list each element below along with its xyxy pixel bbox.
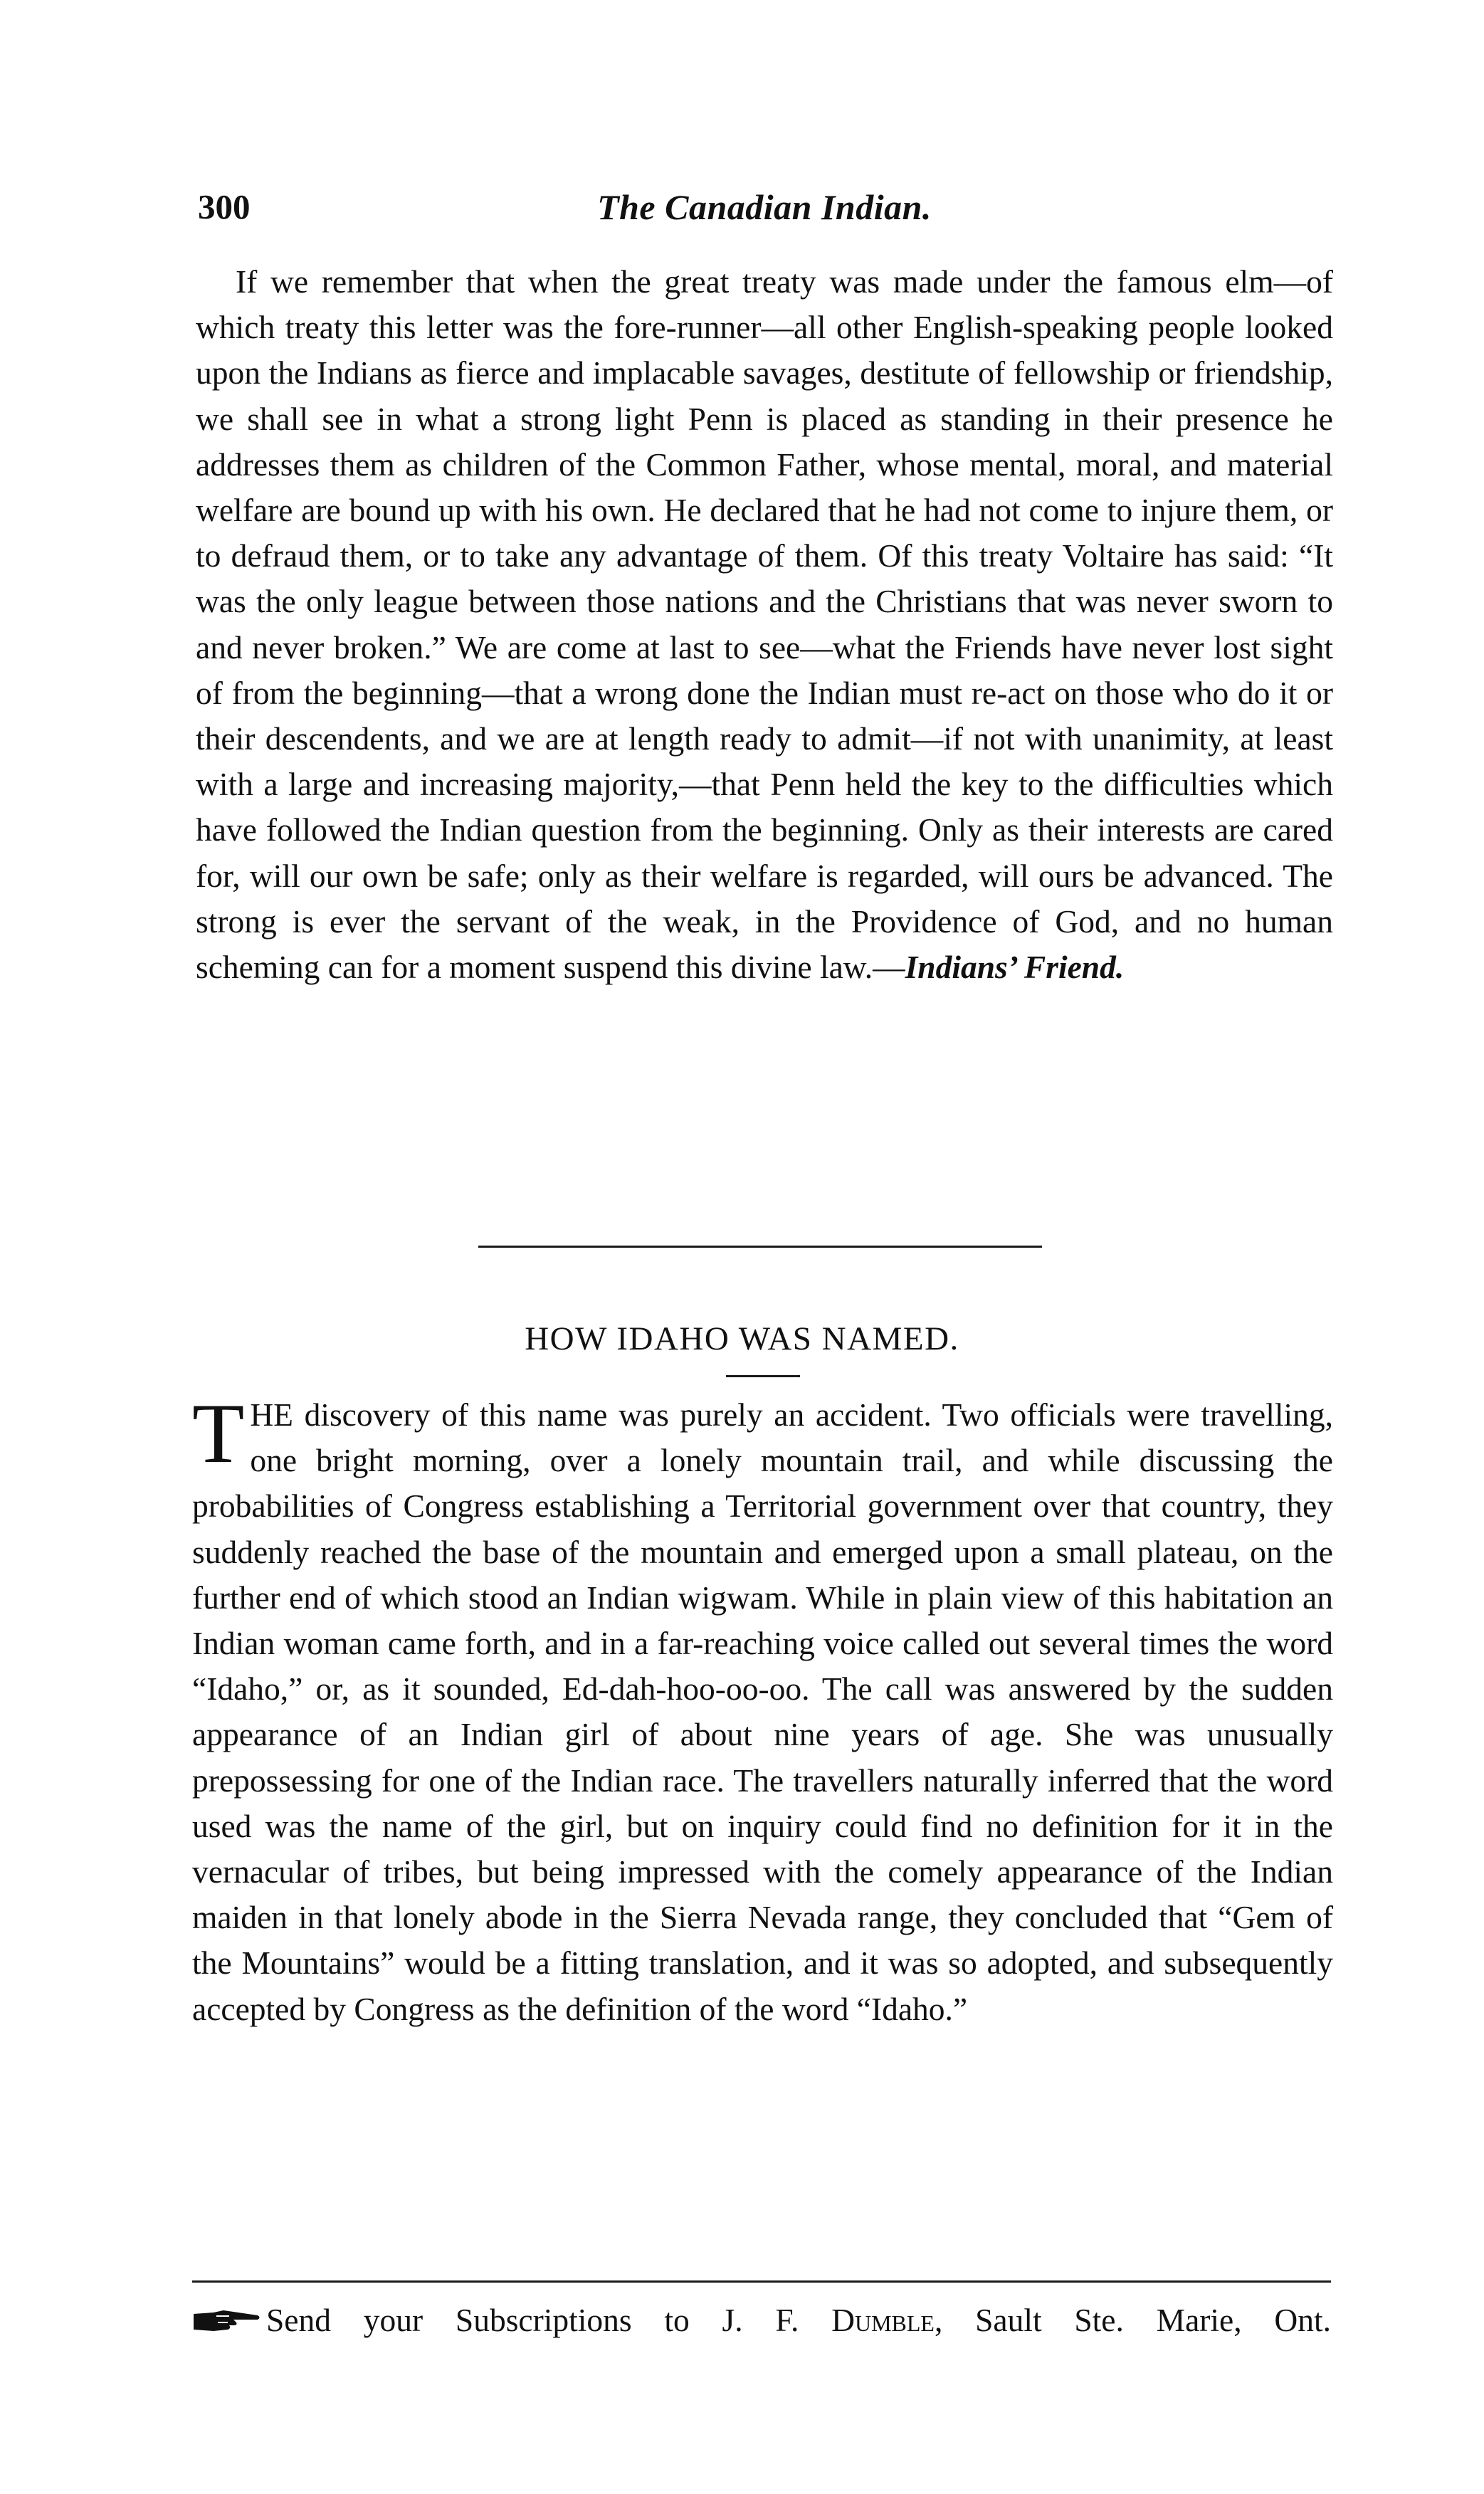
article-paragraph [196, 259, 1333, 990]
article-idaho [192, 1386, 1333, 2032]
article-penn-treaty [196, 259, 1333, 990]
subscription-name: Dumble [831, 2302, 935, 2338]
page-number: 300 [198, 187, 251, 226]
article-body-text: If we remember that when the great treaty was made under the famous elm—of which treaty this letter was the fore-runner—all other English-speaking people looked upon the Indians as fierce and implacable savages, destitute of fellowship or friendship, we shall see in what a strong light Penn is placed as standing in their presence he addresses them as children of the Common Father, whose mental, moral, and material welfare are bound up with his own. He declared that he had not come to injure them, or to defraud them, or to take any advantage of them. Of this treaty Voltaire has said: “It was the only league between those nations and the Christians that was never sworn to and never broken.” We are come at last to see—what the Friends have never lost sight of from the beginning—that a wrong done the Indian must re-act on those who do it or their descendents, and we are at length ready to admit—if not with unanimity, at least with a large and increasing majority,—that Penn held the key to the difficulties which have followed the Indian question from the beginning. Only as their interests are cared for, will our own be safe; only as their welfare is regarded, will ours be advanced. The strong is ever the servant of the weak, in the Providence of God, and no human scheming can for a moment suspend this divine law.— [196, 263, 1333, 986]
running-title: The Canadian Indian. [597, 187, 932, 227]
article-source: Indians’ Friend. [905, 949, 1125, 986]
title-underline [726, 1375, 800, 1377]
article-title: HOW IDAHO WAS NAMED. [525, 1320, 959, 1357]
subscription-text-after: , Sault Ste. Marie, Ont. [934, 2302, 1331, 2338]
article-body-text: HE discovery of this name was purely an accident. Two officials were travelling, one bright morning, over a lonely mountain trail, and while discussing the probabilities of Congress establishing a Territorial government over that country, they suddenly reached the base of the mountain and emerged upon a small plateau, on the further end of which stood an Indian wigwam. While in plain view of this habitation an Indian woman came forth, and in a far-reaching voice called out several times the word “Idaho,” or, as it sounded, Ed-dah-hoo-oo-oo. The call was answered by the sudden appearance of an Indian girl of about nine years of age. She was unusually prepossessing for one of the Indian race. The travellers naturally inferred that the word used was the name of the girl, but on inquiry could find no definition for it in the vernacular of tribes, but being impressed with the comely appearance of the Indian maiden in that lonely abode in the Sierra Nevada range, they concluded that “Gem of the Mountains” would be a fitting translation, and it was so adopted, and subsequently accepted by Congress as the definition of the word “Idaho.” [192, 1396, 1333, 2027]
subscription-notice [192, 2298, 1331, 2343]
drop-cap: T [192, 1386, 245, 1480]
section-divider [478, 1246, 1042, 1248]
subscription-text-before: Send your Subscriptions to J. F. [266, 2302, 832, 2338]
footer-divider [192, 2280, 1331, 2283]
pointing-hand-icon [192, 2308, 262, 2334]
page-header [198, 186, 1331, 232]
article-paragraph [192, 1386, 1333, 2032]
